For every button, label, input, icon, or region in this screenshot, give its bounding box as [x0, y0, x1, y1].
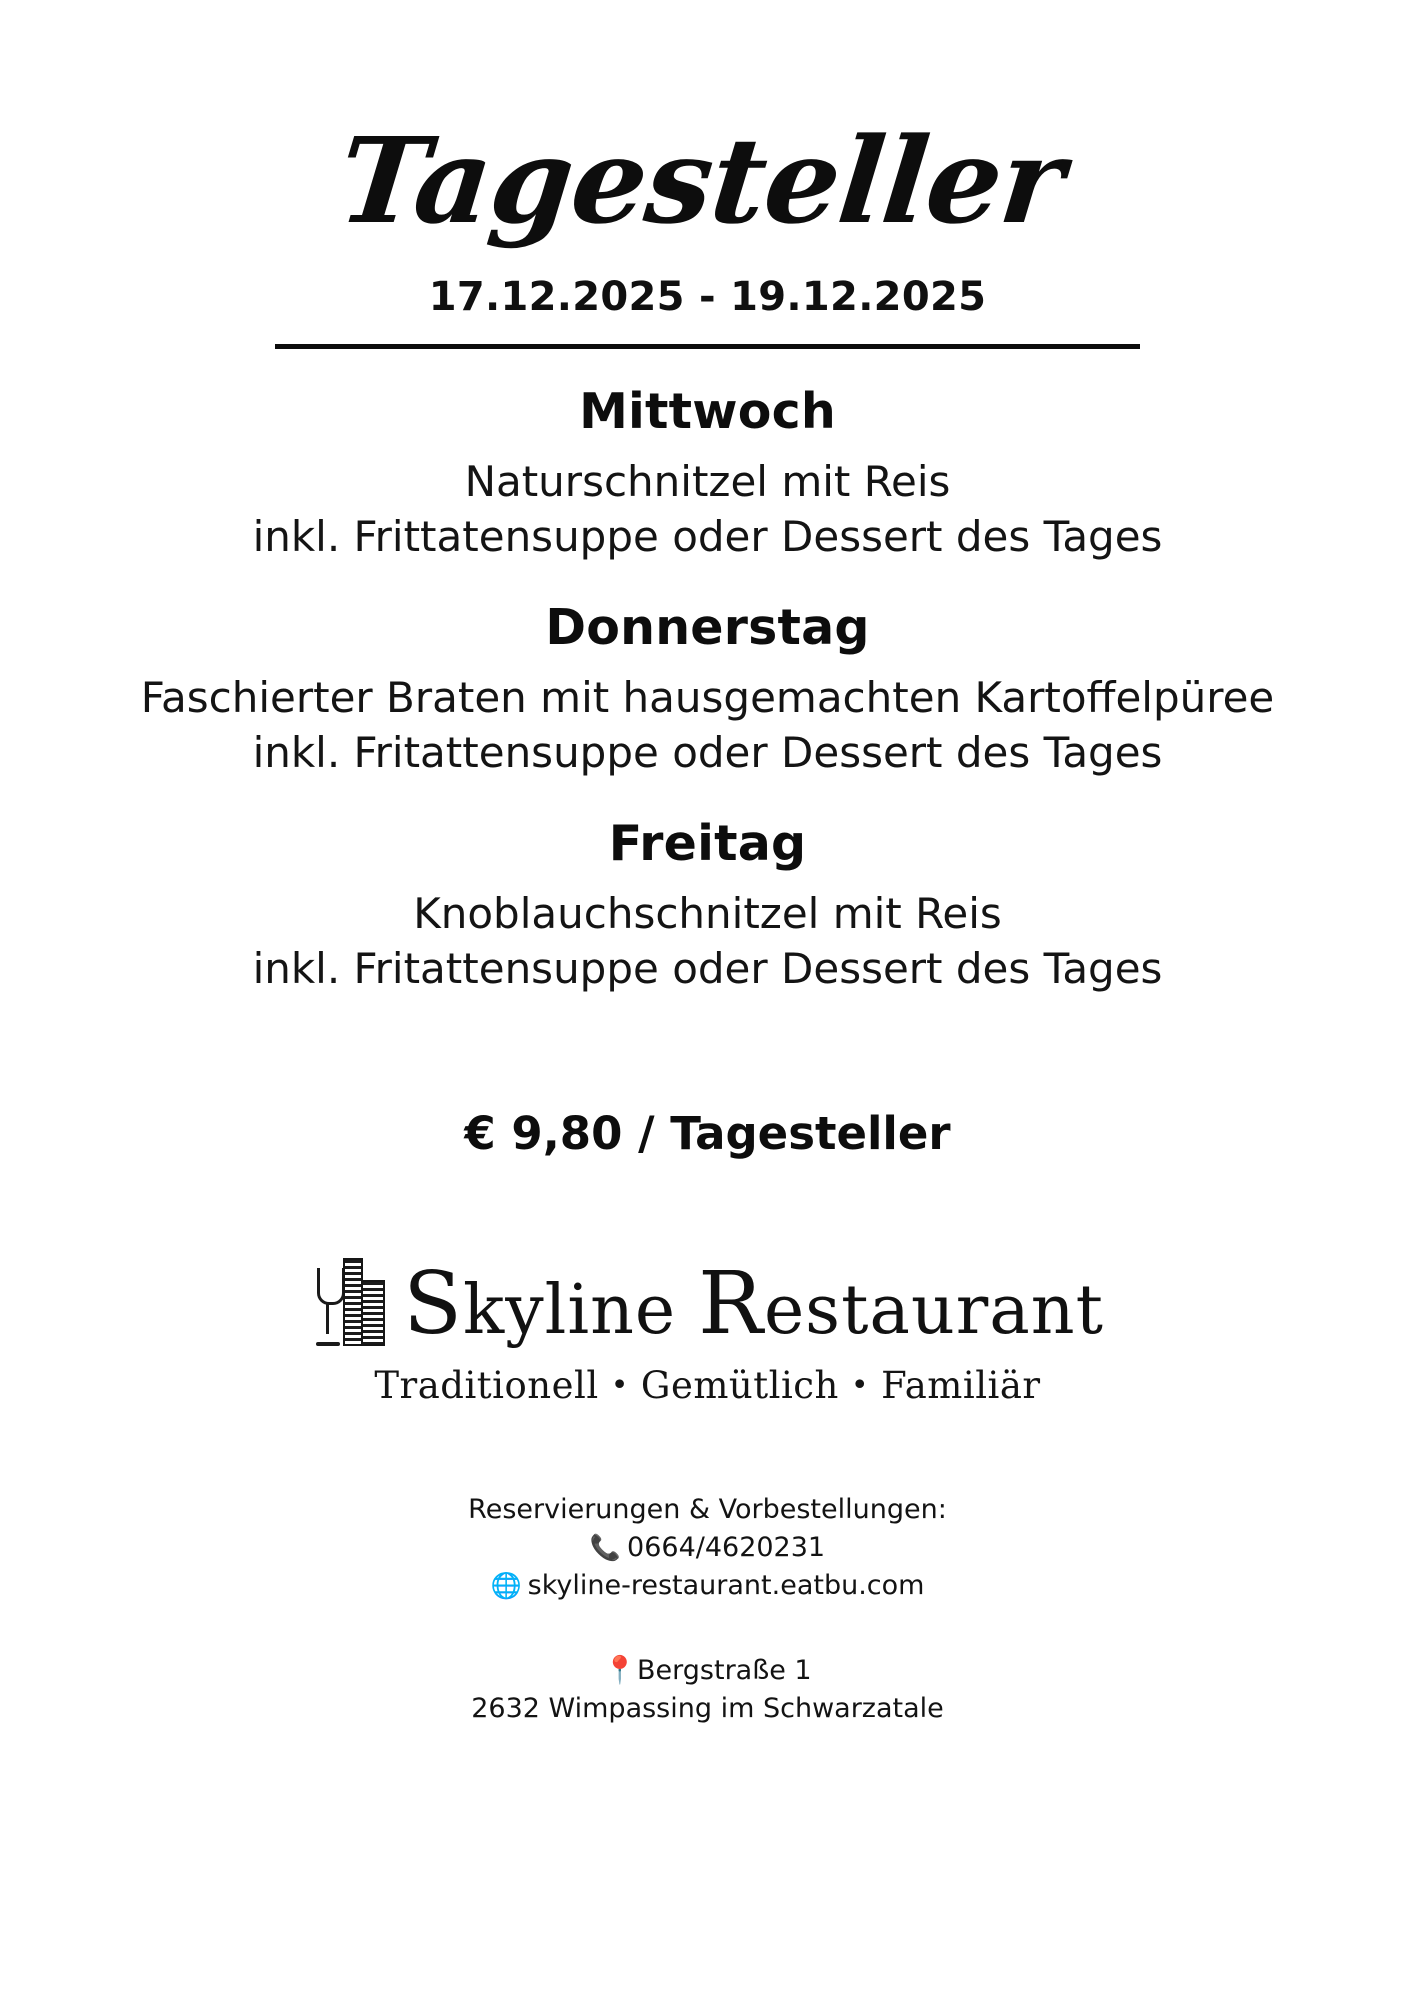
date-range: 17.12.2025 - 19.12.2025	[428, 274, 987, 320]
day-dish-included: inkl. Fritattensuppe oder Dessert des Tages	[252, 728, 1163, 778]
day-name: Donnerstag	[545, 598, 870, 656]
day-dish-included: inkl. Fritattensuppe oder Dessert des Tages	[252, 944, 1163, 994]
day-dish-main: Knoblauchschnitzel mit Reis	[413, 888, 1002, 938]
contact-website-line[interactable]	[60, 1567, 1355, 1605]
day-name: Freitag	[608, 814, 807, 872]
phone-icon: 📞	[589, 1532, 622, 1562]
day-dish	[60, 886, 1355, 997]
day-name: Mittwoch	[579, 383, 836, 440]
page-title: Tagesteller	[332, 111, 1070, 250]
day-dish	[60, 454, 1355, 565]
contact-website[interactable]: skyline-restaurant.eatbu.com	[527, 1570, 925, 1602]
logo-restaurant-cap: R	[698, 1253, 764, 1354]
price-line: € 9,80 / Tagesteller	[464, 1106, 951, 1160]
tagline-separator-icon: •	[610, 1367, 629, 1403]
tagline-separator-icon: •	[850, 1367, 870, 1403]
tagline-word-1: Traditionell	[374, 1363, 599, 1407]
contact-phone[interactable]: 0664/4620231	[627, 1531, 826, 1563]
address-street-line	[60, 1652, 1355, 1690]
contact-phone-line[interactable]	[60, 1529, 1355, 1567]
day-block-mittwoch	[60, 383, 1355, 565]
contact-block	[60, 1491, 1355, 1606]
logo-tagline	[60, 1364, 1355, 1407]
day-dish-main: Naturschnitzel mit Reis	[464, 457, 951, 506]
day-dish	[60, 670, 1355, 781]
address-city: 2632 Wimpassing im Schwarzatale	[471, 1692, 944, 1724]
address-block	[60, 1652, 1355, 1729]
map-pin-icon: 📍	[603, 1654, 638, 1686]
address-street: Bergstraße 1	[637, 1654, 812, 1686]
logo-restaurant-rest: estaurant	[763, 1270, 1104, 1350]
tagline-word-3: Familiär	[881, 1363, 1041, 1407]
header-divider	[275, 344, 1140, 349]
logo-skyline-rest: kyline	[463, 1270, 677, 1350]
logo-skyline-cap: S	[403, 1253, 464, 1354]
tagline-word-2: Gemütlich	[640, 1363, 839, 1407]
day-dish-included: inkl. Frittatensuppe oder Dessert des Tages	[252, 512, 1163, 562]
restaurant-logo	[60, 1253, 1355, 1407]
day-block-freitag	[60, 815, 1355, 997]
wine-glass-and-skyscrapers-icon	[311, 1256, 385, 1352]
logo-wordmark	[403, 1253, 1104, 1354]
day-block-donnerstag	[60, 599, 1355, 781]
globe-icon: 🌐	[490, 1571, 522, 1601]
contact-heading: Reservierungen & Vorbestellungen:	[468, 1493, 947, 1525]
day-dish-main: Faschierter Braten mit hausgemachten Kartoffelpüree	[140, 672, 1275, 722]
